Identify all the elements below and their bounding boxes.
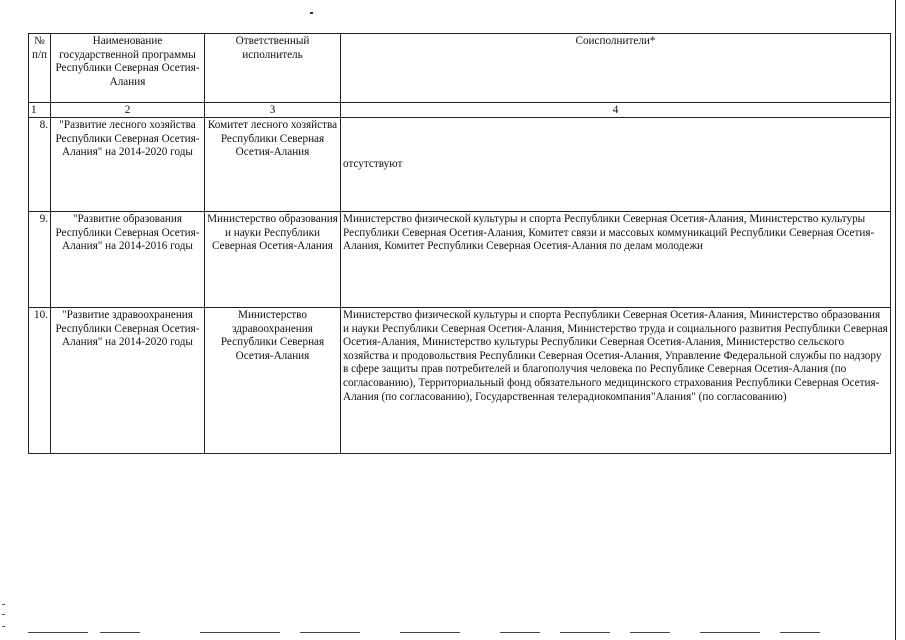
co-executors: Министерство физической культуры и спорта Республики Северная Осетия-Алания, Министерство образования и науки Республики Северная Осетия-Алания, Министерство труда и социального развития Республики Северная Осетия-Алания, Министерство культуры Республики Северная Осетия-Алания, Министерство сельского хозяйства и продовольствия Республики Северная Осетия-Алания, Управление Федеральной службы по надзору в сфере защиты прав потребителей и благополучия человека по Республике Северная Осетия-Алания (по согласованию), Территориальный фонд обязательного медицинского страхования Республики Северная Осетия-Алания (по согласованию), Государственная телерадиокомпания"Алания" (по согласованию) xyxy=(341,308,891,454)
scan-mark xyxy=(2,604,5,605)
header-num: № п/п xyxy=(29,34,51,103)
page-edge-line xyxy=(895,0,896,640)
scan-mark xyxy=(300,632,360,633)
program-name: "Развитие образования Республики Северная Осетия-Алания" на 2014-2016 годы xyxy=(51,212,205,308)
responsible-executor: Министерство здравоохранения Республики Северная Осетия-Алания xyxy=(205,308,341,454)
row-number: 9. xyxy=(29,212,51,308)
program-name: "Развитие здравоохранения Республики Северная Осетия-Алания" на 2014-2020 годы xyxy=(51,308,205,454)
header-row xyxy=(29,34,891,103)
row-number: 8. xyxy=(29,118,51,212)
scan-mark xyxy=(2,614,5,615)
responsible-executor: Комитет лесного хозяйства Республики Северная Осетия-Алания xyxy=(205,118,341,212)
column-number: 2 xyxy=(51,103,205,118)
co-executors: Министерство физической культуры и спорта Республики Северная Осетия-Алания, Министерство культуры Республики Северная Осетия-Алания, Комитет связи и массовых коммуникаций Республики Северная Осетия-Алания, Комитет Республики Северная Осетия-Алания по делам молодежи xyxy=(341,212,891,308)
column-number: 1 xyxy=(29,103,51,118)
scan-mark xyxy=(400,632,460,633)
column-number: 4 xyxy=(341,103,891,118)
scan-mark xyxy=(310,12,313,14)
program-name: "Развитие лесного хозяйства Республики Северная Осетия-Алания" на 2014-2020 годы xyxy=(51,118,205,212)
scan-mark xyxy=(100,632,140,633)
header-program: Наименование государственной программы Республики Северная Осетия-Алания xyxy=(51,34,205,103)
row-number: 10. xyxy=(29,308,51,454)
table-row xyxy=(29,308,891,454)
scan-mark xyxy=(630,632,670,633)
column-numbers-row xyxy=(29,103,891,118)
header-coexecutors: Соисполнители* xyxy=(341,34,891,103)
column-number: 3 xyxy=(205,103,341,118)
table-row xyxy=(29,118,891,212)
programs-table xyxy=(28,33,891,454)
responsible-executor: Министерство образования и науки Республики Северная Осетия-Алания xyxy=(205,212,341,308)
table-row xyxy=(29,212,891,308)
scan-mark xyxy=(2,626,5,627)
co-executors: отсутствуют xyxy=(341,118,891,212)
scan-mark xyxy=(28,632,88,633)
scan-mark xyxy=(700,632,760,633)
scan-mark xyxy=(560,632,610,633)
scan-mark xyxy=(780,632,820,633)
scan-mark xyxy=(200,632,280,633)
scan-mark xyxy=(500,632,540,633)
header-executor: Ответственный исполнитель xyxy=(205,34,341,103)
